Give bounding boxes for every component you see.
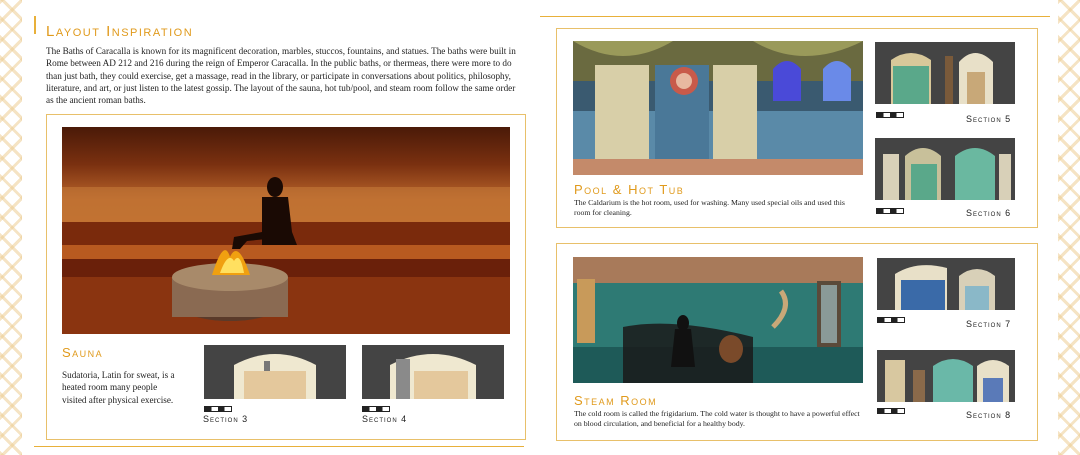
section-3-illustration <box>204 345 346 399</box>
section-4-drawing <box>362 345 504 399</box>
section-5-caption: Section 5 <box>966 114 1012 124</box>
pool-render <box>573 41 863 175</box>
section-6-illustration <box>875 138 1015 200</box>
sauna-render <box>62 127 510 334</box>
pool-title: Pool & Hot Tub <box>574 182 685 197</box>
left-page-bottom-rule <box>34 446 524 447</box>
sauna-title: Sauna <box>62 345 104 360</box>
section-4-caption: Section 4 <box>362 414 408 424</box>
section-3-scale-bar <box>204 406 232 412</box>
section-6-caption: Section 6 <box>966 208 1012 218</box>
left-chevron-border <box>0 0 22 455</box>
section-7-drawing <box>877 258 1015 310</box>
section-7-illustration <box>877 258 1015 310</box>
section-7-caption: Section 7 <box>966 319 1012 329</box>
right-page-top-rule <box>540 16 1050 17</box>
section-8-scale-bar <box>877 408 905 414</box>
steam-title: Steam Room <box>574 393 658 408</box>
section-4-scale-bar <box>362 406 390 412</box>
steam-render <box>573 257 863 383</box>
section-3-caption: Section 3 <box>203 414 249 424</box>
steam-text: The cold room is called the frigidarium. The cold water is thought to have a powerful effect on blood circulation, and beneficial for a healthy body. <box>574 409 860 428</box>
left-page-top-rule <box>34 16 36 34</box>
pool-text: The Caldarium is the hot room, used for washing. Many used special oils and used this room for cleaning. <box>574 198 845 217</box>
pool-illustration <box>573 41 863 175</box>
section-5-illustration <box>875 42 1015 104</box>
section-4-illustration <box>362 345 504 399</box>
sauna-illustration <box>62 127 510 334</box>
section-6-drawing <box>875 138 1015 200</box>
intro-text: The Baths of Caracalla is known for its magnificent decoration, marbles, stuccos, fountains, and statues. The baths were built in Rome between AD 212 and 216 during the reign of Emperor Caracalla. In the public baths, or thermeas, there were more to do than just bath, they could exercise, get a massage, read in the library, or participate in conversations about politics, philosophy, literature, and art, or just listen to the latest gossip. The layout of the sauna, hot tub/pool, and steam room follow the same order as the ancient roman baths. <box>46 46 516 106</box>
section-5-drawing <box>875 42 1015 104</box>
section-6-scale-bar <box>876 208 904 214</box>
section-8-caption: Section 8 <box>966 410 1012 420</box>
steam-illustration <box>573 257 863 383</box>
section-3-drawing <box>204 345 346 399</box>
section-5-scale-bar <box>876 112 904 118</box>
section-8-illustration <box>877 350 1015 402</box>
section-7-scale-bar <box>877 317 905 323</box>
sauna-text: Sudatoria, Latin for sweat, is a heated room many people visited after physical exercise. <box>62 370 175 405</box>
section-8-drawing <box>877 350 1015 402</box>
right-chevron-border <box>1058 0 1080 455</box>
page-title: Layout Inspiration <box>46 23 194 40</box>
